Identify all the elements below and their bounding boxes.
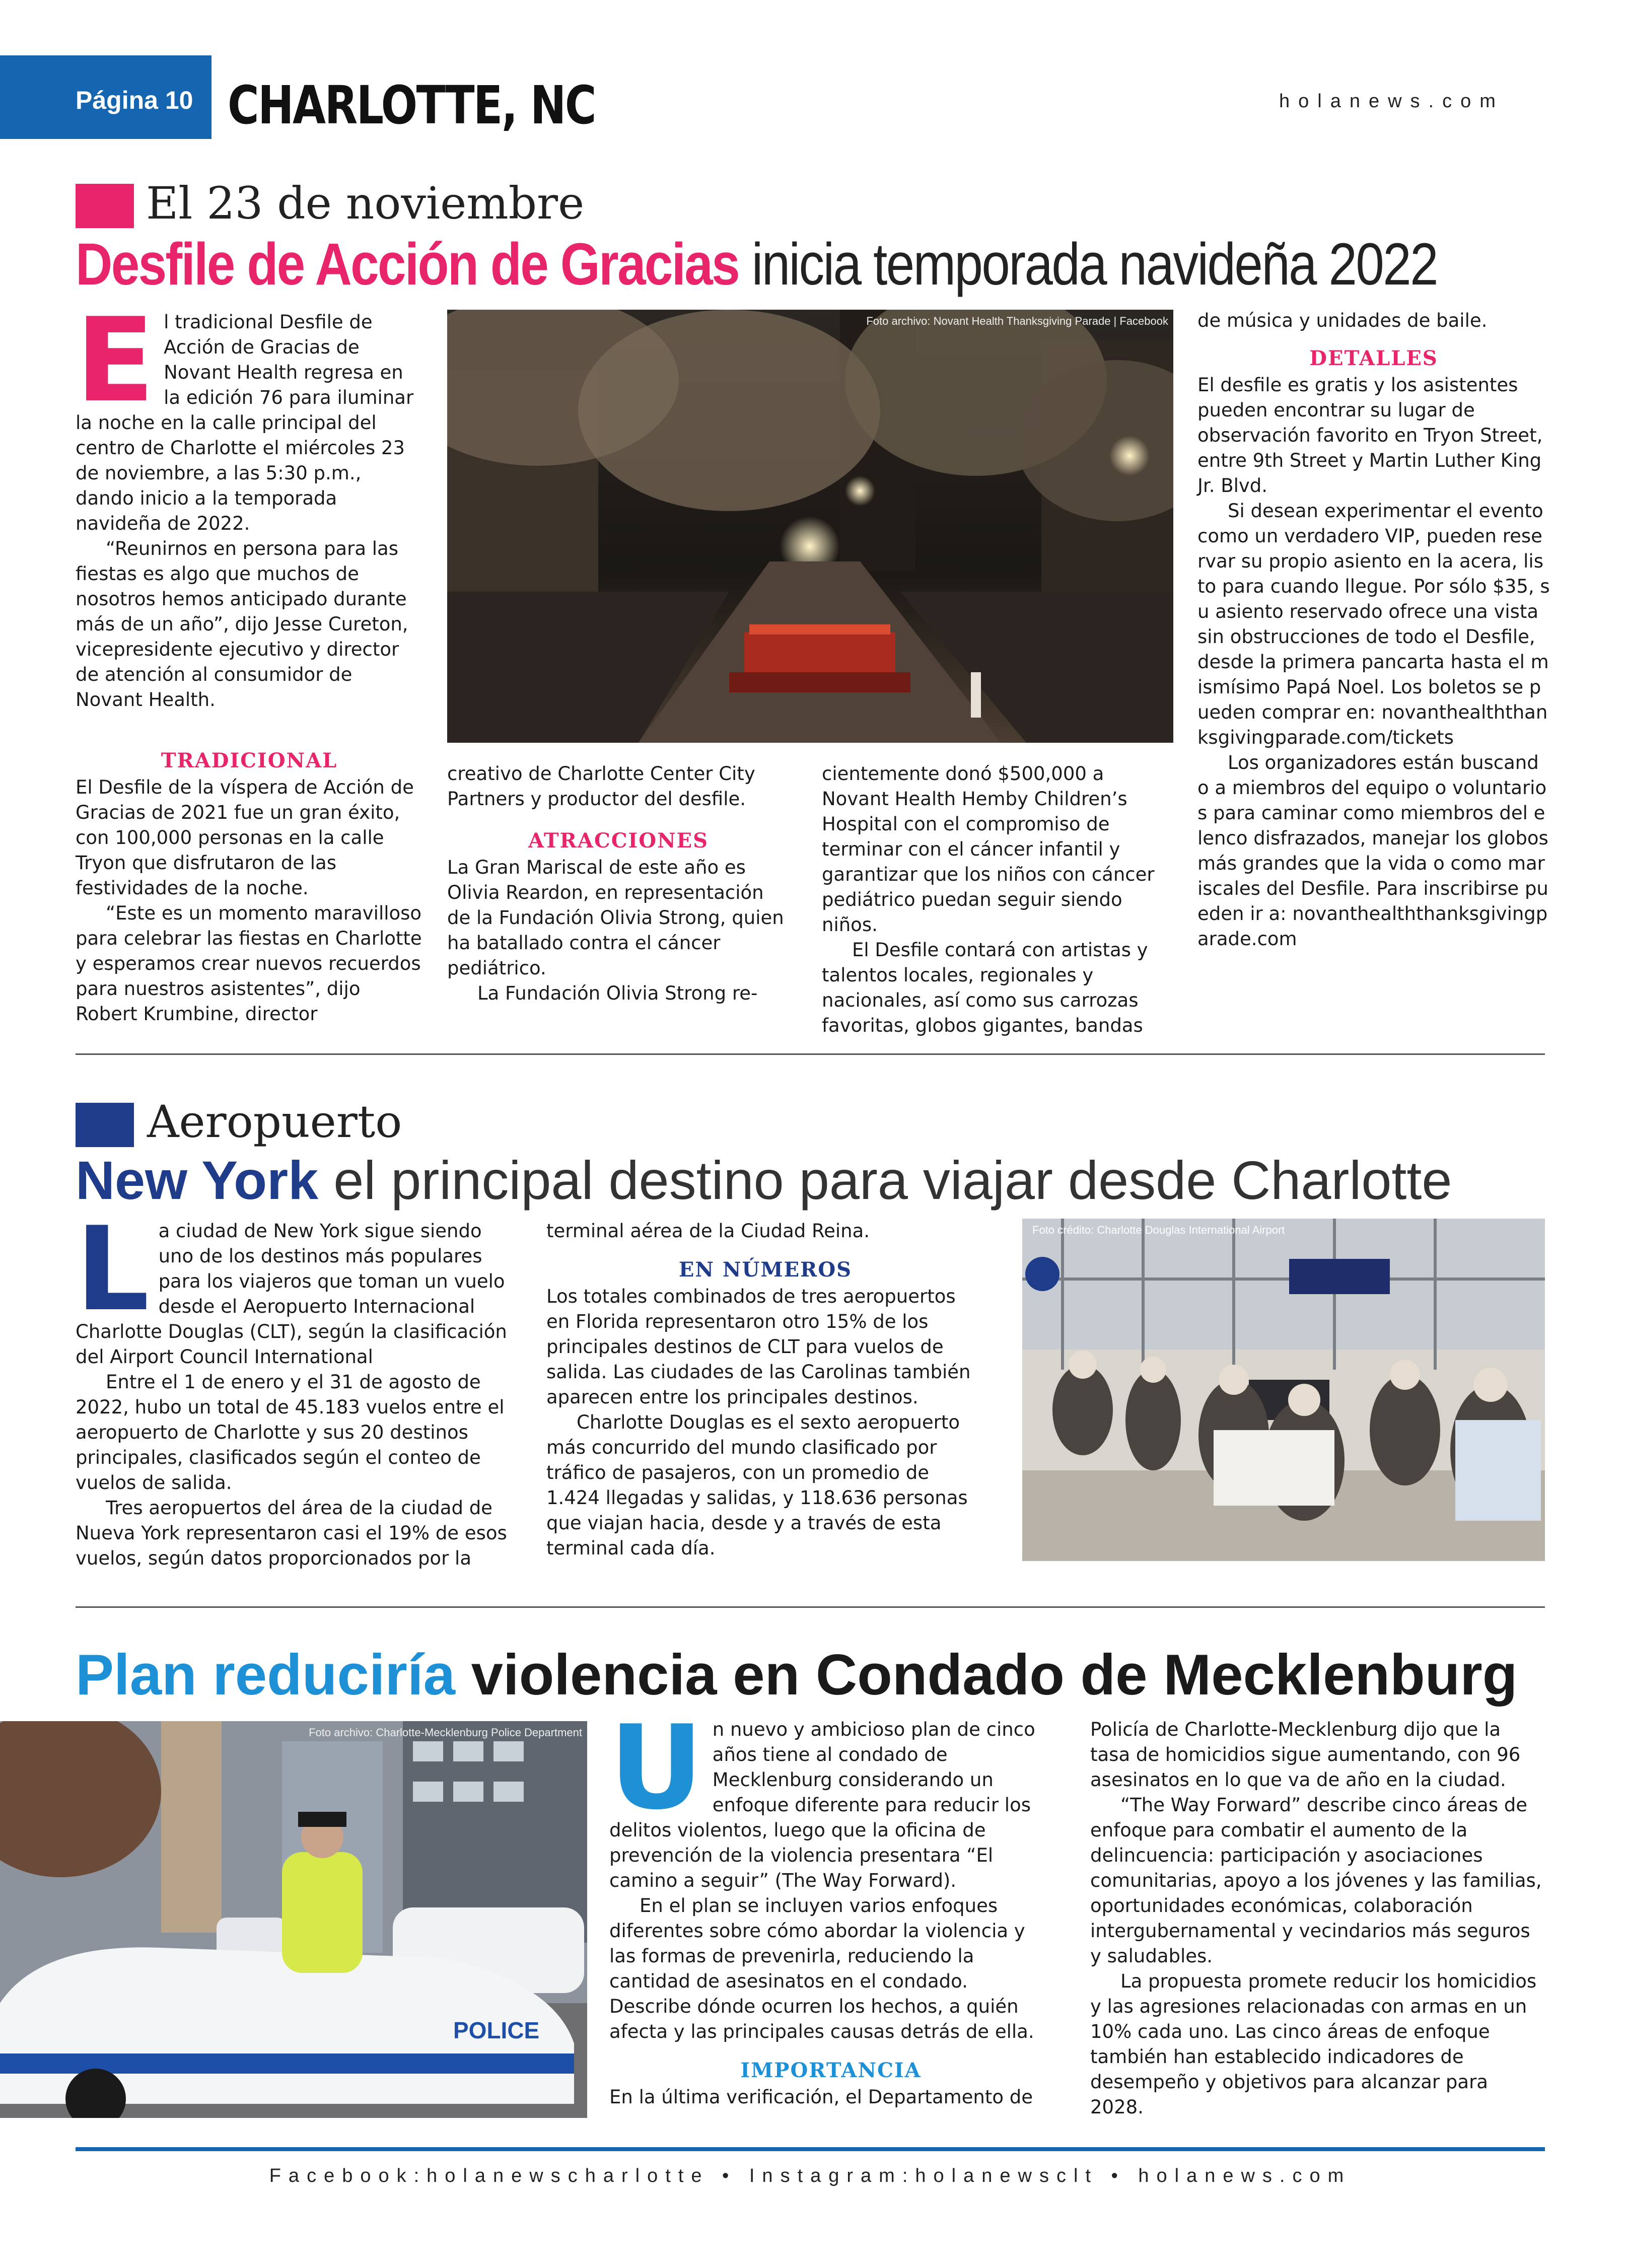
article2-headline-rest: el principal destino para viajar desde Charlotte (318, 1150, 1452, 1211)
article1-column-3 (822, 761, 1164, 1038)
article3-paragraph: n nuevo y ambicioso plan de cinco años tiene al condado de Mecklenburg considerando un enfoque diferente para reducir los delitos violentos, luego que la oficina de prevención de la violencia presentara “El camino a seguir” (The Way Forward). (609, 1719, 1035, 1891)
article3-dropcap: U (609, 1701, 703, 1835)
header-website[interactable]: holanews.com (1279, 91, 1504, 112)
airport-photo (1022, 1219, 1545, 1561)
article1-dropcap: E (76, 294, 155, 428)
article3-headline (76, 1643, 1518, 1707)
article2-paragraph: Los totales combinados de tres aeropuertos en Florida representaron otro 15% de los principales destinos de CLT para vuelos de salida. Las ciudades de las Carolinas también aparecen entre los principales destinos. (546, 1286, 971, 1408)
article1-headline (76, 231, 1438, 298)
article1-paragraph: cientemente donó $500,000 a Novant Health Hemby Children’s Hospital con el compromiso de terminar con el cáncer infantil y garantizar que los niños con cáncer pediátrico puedan seguir siendo niños. (822, 763, 1155, 936)
police-photo-graphic (0, 1721, 587, 2118)
airport-photo-graphic (1022, 1219, 1545, 1561)
article3-headline-rest: violencia en Condado de Mecklenburg (455, 1643, 1518, 1707)
section-divider (76, 1606, 1545, 1608)
subhead-detalles: DETALLES (1309, 346, 1438, 370)
navy-square-marker (76, 1103, 134, 1147)
article3-column-1 (609, 1701, 1052, 2110)
article3-paragraph: La propuesta promete reducir los homicidios y las agresiones relacionadas con armas en un 10% cada uno. Las cinco áreas de enfoque también han establecido indicadores de desempeño y objetivos para alcanzar para 2028. (1090, 1970, 1537, 2118)
airport-photo-credit: Foto crédito: Charlotte Douglas International Airport (1032, 1224, 1285, 1236)
article1-paragraph: La Gran Mariscal de este año es Olivia Reardon, en representación de la Fundación Olivia Strong, quien ha batallado contra el cáncer pediátrico. (447, 857, 784, 979)
footer-social-links[interactable]: Facebook:holanewscharlotte • Instagram:holanewsclt • holanews.com (269, 2165, 1352, 2186)
article3-paragraph: “The Way Forward” describe cinco áreas de enfoque para combatir el aumento de la delincuencia: participación y asociaciones comunitarias, apoyo a los jóvenes y las familias, oportunidades económicas, colaboración intergubernamental y vecindarios más seguros y saludables. (1090, 1794, 1542, 1967)
subhead-atracciones: ATRACCIONES (528, 829, 709, 853)
article1-paragraph: de música y unidades de baile. (1197, 310, 1488, 331)
article1-headline-rest: inicia temporada navideña 2022 (739, 231, 1438, 298)
subhead-tradicional: TRADICIONAL (161, 749, 338, 772)
page-number: Página 10 (76, 86, 193, 114)
article1-paragraph: l tradicional Desfile de Acción de Gracias de Novant Health regresa en la edición 76 para iluminar la noche en la calle principal del centro de Charlotte el miércoles 23 de noviembre, a las 5:30 p.m., dando inicio a la temporada navideña de 2022. (76, 311, 414, 534)
article1-paragraph: creativo de Charlotte Center City Partners y productor del desfile. (447, 763, 755, 810)
article1-column-2 (447, 761, 790, 1006)
article2-column-1 (76, 1202, 509, 1571)
section-divider (76, 1053, 1545, 1055)
article1-paragraph: El Desfile de la víspera de Acción de Gracias de 2021 fue un gran éxito, con 100,000 personas en la calle Tryon que disfrutaron de las festividades de la noche. (76, 776, 414, 899)
police-photo-credit: Foto archivo: Charlotte-Mecklenburg Police Department (309, 1726, 582, 1739)
police-car-label: POLICE (453, 2017, 540, 2043)
parade-photo-graphic (447, 310, 1173, 743)
article1-paragraph: El desfile es gratis y los asistentes pueden encontrar su lugar de observación favorito en Tryon Street, entre 9th Street y Martin Luther King Jr. Blvd. (1197, 374, 1543, 497)
article2-dropcap: L (76, 1202, 150, 1337)
page-number-tab (0, 55, 211, 139)
article1-column-1b (76, 734, 423, 1027)
article2-kicker: Aeropuerto (147, 1096, 402, 1148)
article1-headline-strong: Desfile de Acción de Gracias (76, 231, 739, 298)
parade-photo-credit: Foto archivo: Novant Health Thanksgiving Parade | Facebook (866, 315, 1168, 327)
article3-paragraph: En el plan se incluyen varios enfoques diferentes sobre cómo abordar la violencia y las formas de prevenirla, reduciendo la cantidad de asesinatos en el condado. Describe dónde ocurren los hechos, a quién afecta y las principales causas detrás de ella. (609, 1895, 1034, 2042)
article1-paragraph: “Reunirnos en persona para las fiestas es algo que muchos de nosotros hemos anticipado durante más de un año”, dijo Jesse Cureton, vicepresidente ejecutivo y director de atención al consumidor de Novant Health. (76, 538, 408, 711)
article1-paragraph: Si desean experimentar el evento como un verdadero VIP, pueden reservar su propio asiento en la acera, listo para cuando llegue. Por sólo $35, su asiento reservado ofrece una vista sin obstrucciones de todo el Desfile, desde la primera pancarta hasta el mismísimo Papá Noel. Los boletos se pueden comprar en: novanthealththanksgivingparade.com/tickets (1197, 500, 1550, 748)
article2-paragraph: Tres aeropuertos del área de la ciudad de Nueva York representaron casi el 19% de esos vuelos, según datos proporcionados por la (76, 1497, 507, 1569)
article1-paragraph: “Este es un momento maravilloso para celebrar las fiestas en Charlotte y esperamos crear nuevos recuerdos para nuestros asistentes”, dijo Robert Krumbine, director (76, 902, 422, 1025)
article2-headline-strong: New York (76, 1150, 319, 1211)
police-photo (0, 1721, 587, 2118)
article3-paragraph: Policía de Charlotte-Mecklenburg dijo que la tasa de homicidios sigue aumentando, con 96 asesinatos en lo que va de año en la ciudad. (1090, 1719, 1521, 1791)
article2-paragraph: a ciudad de New York sigue siendo uno de los destinos más populares para los viajeros que toman un vuelo desde el Aeropuerto Internacional Charlotte Douglas (CLT), según la clasificación del Airport Council International (76, 1220, 507, 1368)
pink-square-marker (76, 184, 134, 228)
article1-paragraph: La Fundación Olivia Strong re- (477, 982, 758, 1004)
article2-column-2 (546, 1219, 984, 1561)
subhead-en-numeros: EN NÚMEROS (678, 1258, 853, 1282)
article1-paragraph: El Desfile contará con artistas y talentos locales, regionales y nacionales, así como sus carrozas favoritas, globos gigantes, bandas (822, 939, 1148, 1036)
article3-paragraph: En la última verificación, el Departamento de (609, 2086, 1033, 2108)
article2-paragraph: Entre el 1 de enero y el 31 de agosto de 2022, hubo un total de 45.183 vuelos entre el aeropuerto de Charlotte y sus 20 destinos principales, clasificados según el conteo de vuelos de salida. (76, 1371, 505, 1494)
footer-divider (76, 2147, 1545, 2151)
article1-paragraph: Los organizadores están buscando a miembros del equipo o voluntarios para caminar como miembros del elenco disfrazados, manejar los globos más grandes que la vida o como mariscales del Desfile. Para inscribirse pueden ir a: novanthealththanksgivingparade.com (1197, 752, 1548, 950)
article1-kicker: El 23 de noviembre (146, 177, 585, 229)
article2-paragraph: terminal aérea de la Ciudad Reina. (546, 1220, 870, 1242)
article3-column-2 (1090, 1717, 1546, 2120)
article1-column-4 (1197, 308, 1550, 952)
article3-headline-strong: Plan reduciría (76, 1643, 455, 1707)
subhead-importancia: IMPORTANCIA (740, 2059, 922, 2082)
article2-paragraph: Charlotte Douglas es el sexto aeropuerto más concurrido del mundo clasificado por tráfico de pasajeros, con un promedio de 1.424 llegadas y salidas, y 118.636 personas que viajan hacia, desde y a través de esta terminal cada día. (546, 1411, 968, 1559)
parade-photo (447, 310, 1173, 743)
article2-headline (76, 1150, 1452, 1211)
section-title: CHARLOTTE, NC (228, 75, 596, 136)
article1-column-1 (76, 294, 423, 713)
